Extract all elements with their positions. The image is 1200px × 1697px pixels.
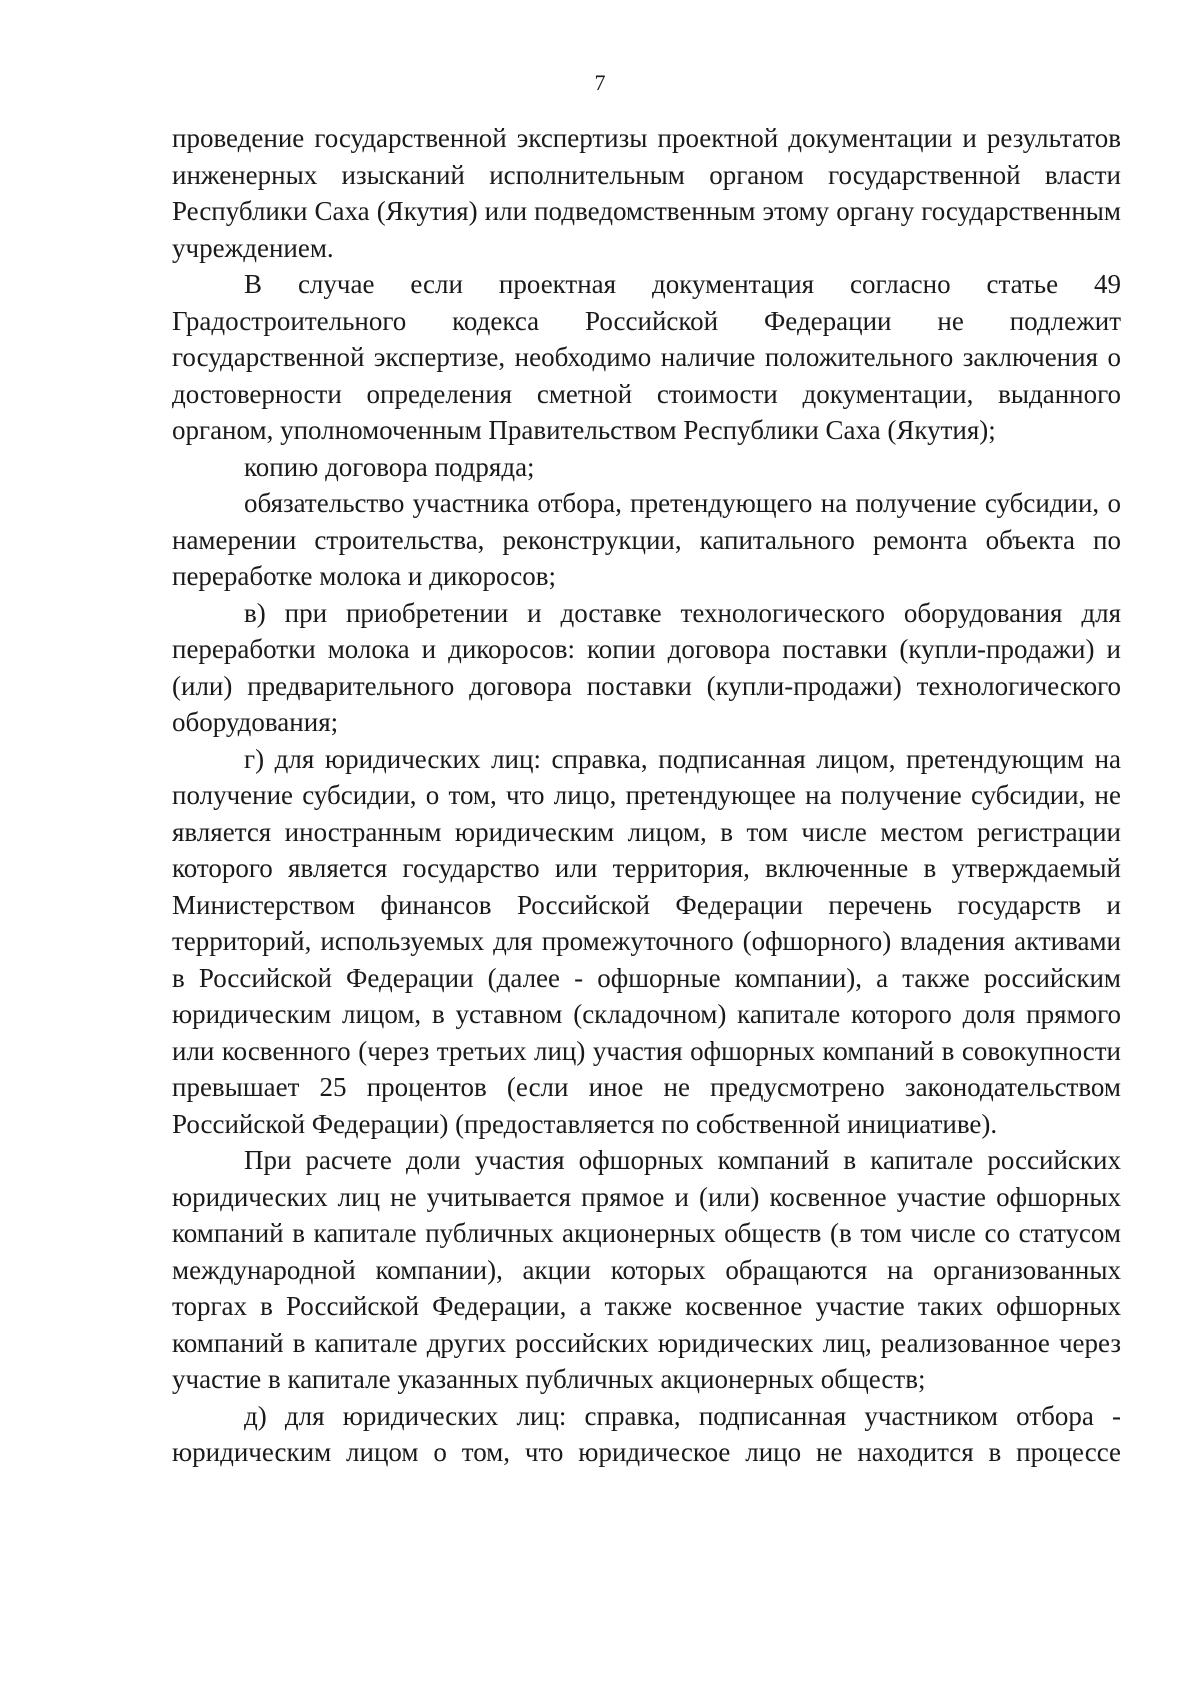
paragraph-contract-copy: копию договора подряда; [244,451,535,482]
document-body [172,120,1121,1471]
paragraph-estimate-reliability: В случае если проектная документация согласно статье 49 Градостроительного кодекса Российской Федерации не подлежит государственной экспертизе, необходимо наличие положительного заключения о достоверности определения сметной стоимости документации, выданного органом, уполномоченным Правительством Республики Саха (Якутия); [172,269,1121,445]
page-number: 7 [594,70,606,95]
paragraph-offshore-share-calculation: При расчете доли участия офшорных компаний в капитале российских юридических лиц не учитывается прямое и (или) косвенное участие офшорных компаний в капитале публичных акционерных обществ (в том числе со статусом международной компании), акции которых обращаются на организованных торгах в Российской Федерации, а также косвенное участие таких офшорных компаний в капитале других российских юридических лиц, реализованное через участие в капитале указанных публичных акционерных обществ; [172,1145,1121,1394]
paragraph-item-v-equipment: в) при приобретении и доставке технологического оборудования для переработки молока и дикоросов: копии договора поставки (купли-продажи) и (или) предварительного договора поставки (купли-продажи) технологического оборудования; [172,597,1121,737]
paragraph-item-g-offshore-certificate: г) для юридических лиц: справка, подписанная лицом, претендующим на получение субсидии, о том, что лицо, претендующее на получение субсидии, не является иностранным юридическим лицом, в том числе местом регистрации которого является государство или территория, включенные в утверждаемый Министерством финансов Российской Федерации перечень государств и территорий, используемых для промежуточного (офшорного) владения активами в Российской Федерации (далее - офшорные компании), а также российским юридическим лицом, в уставном (складочном) капитале которого доля прямого или косвенного (через третьих лиц) участия офшорных компаний в совокупности превышает 25 процентов (если иное не предусмотрено законодательством Российской Федерации) (предоставляется по собственной инициативе). [172,743,1121,1139]
paragraph-construction-obligation: обязательство участника отбора, претендующего на получение субсидии, о намерении строительства, реконструкции, капитального ремонта объекта по переработке молока и дикоросов; [172,488,1121,591]
paragraph-item-d-certificate: д) для юридических лиц: справка, подписанная участником отбора - юридическим лицом о том, что юридическое лицо не находится в процессе [172,1400,1121,1467]
paragraph-expertise-continuation: проведение государственной экспертизы проектной документации и результатов инженерных изысканий исполнительным органом государственной власти Республики Саха (Якутия) или подведомственным этому органу государственным учреждением. [172,123,1121,263]
